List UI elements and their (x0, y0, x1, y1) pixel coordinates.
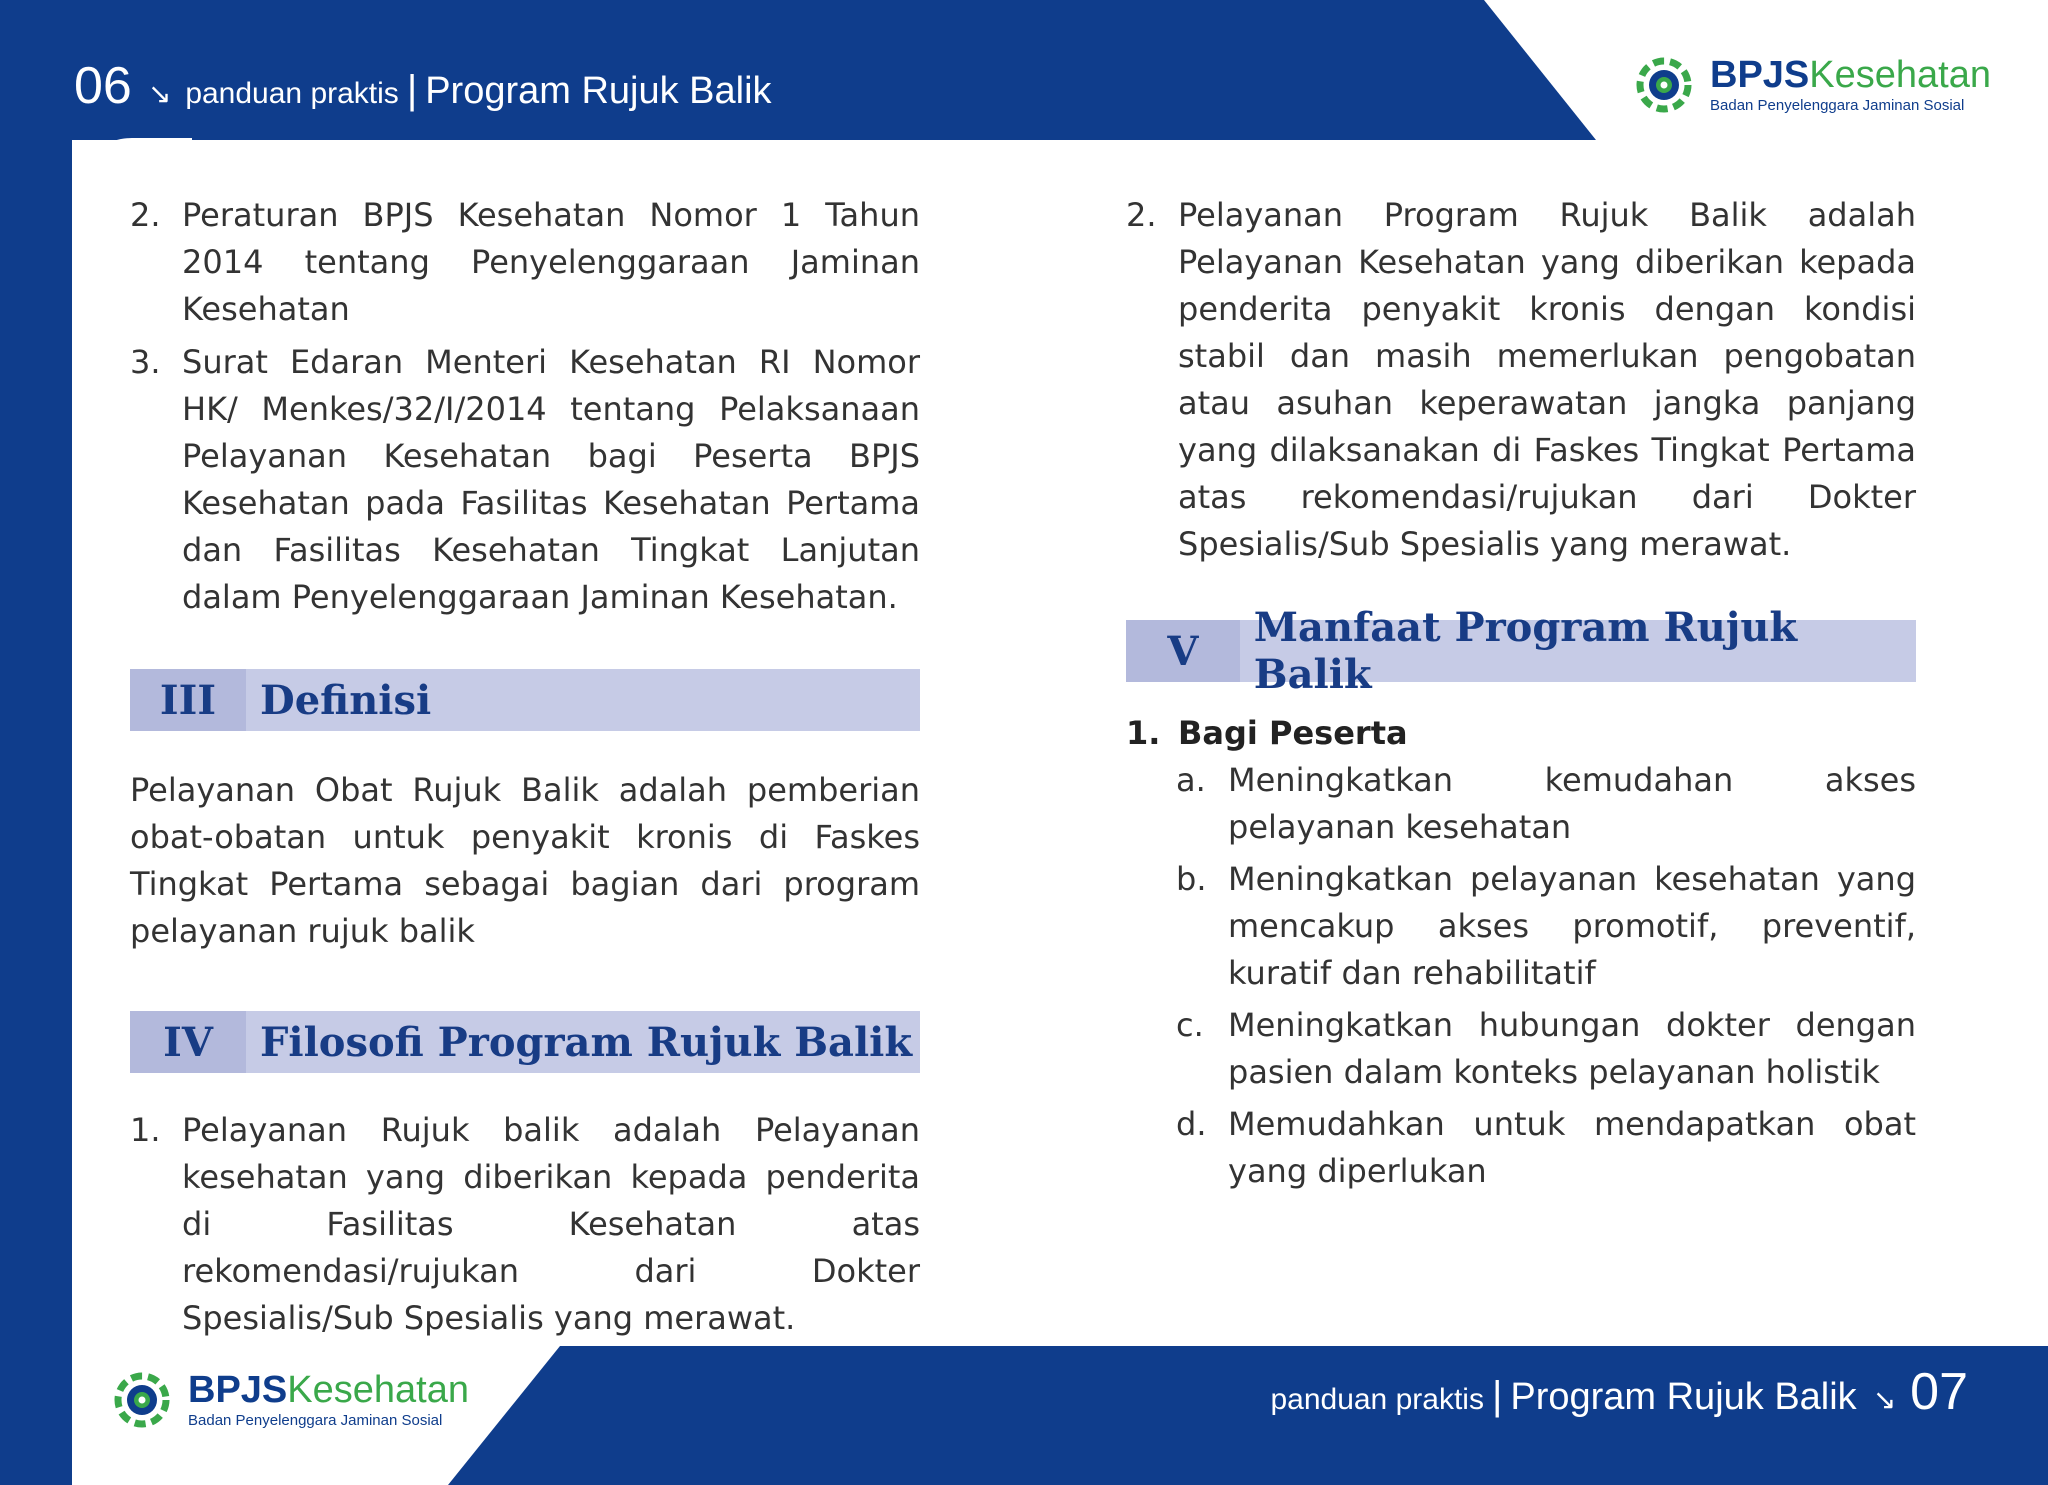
list-text: Surat Edaran Menteri Kesehatan RI Nomor HK/ Menkes/32/I/2014 tentang Pelaksanaan Pelayanan Kesehatan bagi Peserta BPJS Kesehatan pada Fasilitas Kesehatan Pertama dan Fasilitas Kesehatan Tingkat Lanjutan dalam Penyelenggaraan Jaminan Kesehatan. (182, 343, 920, 616)
section-title: Filosofi Program Rujuk Balik (260, 1018, 913, 1066)
logo-tagline: Badan Penyelenggara Jaminan Sosial (188, 1412, 443, 1429)
list-item (130, 339, 920, 621)
arrow-icon: ↘ (147, 77, 172, 110)
list-item (1176, 856, 1916, 997)
list-item (130, 1107, 920, 1342)
logo-tagline: Badan Penyelenggara Jaminan Sosial (1710, 97, 1965, 114)
list-number: 2. (130, 196, 161, 234)
list-item (130, 192, 920, 333)
section-number: III (130, 669, 246, 731)
list-text: Peraturan BPJS Kesehatan Nomor 1 Tahun 2014 tentang Penyelenggaraan Jaminan Kesehatan (182, 196, 920, 328)
logo-brand-kesehatan: Kesehatan (1809, 54, 1991, 96)
list-text: Meningkatkan hubungan dokter dengan pasien dalam konteks pelayanan holistik (1228, 1006, 1916, 1091)
list-text: Pelayanan Rujuk balik adalah Pelayanan kesehatan yang diberikan kepada penderita di Fasilitas Kesehatan atas rekomendasi/rujukan dari Dokter Spesialis/Sub Spesialis yang merawat. (182, 1111, 920, 1337)
list-item (1126, 192, 1916, 568)
footer-title-block (1270, 1362, 1968, 1422)
section-number: IV (130, 1011, 246, 1073)
footer-series: panduan praktis (1270, 1383, 1484, 1416)
footer-logo (114, 1370, 469, 1429)
section-heading-filosofi (130, 1011, 920, 1073)
list-text: Meningkatkan pelayanan kesehatan yang mencakup akses promotif, preventif, kuratif dan rehabilitatif (1228, 860, 1916, 992)
header-logo (1636, 55, 1991, 114)
page-number-left: 06 (74, 57, 132, 115)
logo-brand-kesehatan: Kesehatan (287, 1369, 469, 1411)
header-separator: | (406, 68, 418, 112)
logo-brand-bpjs: BPJS (1710, 54, 1810, 96)
list-number: 1. (1126, 714, 1161, 752)
definition-paragraph: Pelayanan Obat Rujuk Balik adalah pemberian obat-obatan untuk penyakit kronis di Faskes Tingkat Pertama sebagai bagian dari program pelayanan rujuk balik (130, 771, 920, 950)
list-item (1176, 1002, 1916, 1096)
left-column (130, 192, 920, 1348)
header-series: panduan praktis (185, 77, 399, 110)
section-title: Definisi (260, 676, 432, 724)
bpjs-logo-icon (1636, 57, 1692, 113)
bpjs-logo-icon (114, 1372, 170, 1428)
arrow-icon: ↘ (1872, 1383, 1897, 1416)
section-heading-manfaat (1126, 604, 1916, 698)
list-text: Memudahkan untuk mendapatkan obat yang diperlukan (1228, 1105, 1916, 1190)
page-number-right: 07 (1910, 1363, 1968, 1421)
list-item (1176, 1101, 1916, 1195)
list-letter: d. (1176, 1105, 1207, 1143)
list-letter: a. (1176, 761, 1206, 799)
list-number: 2. (1126, 196, 1157, 234)
header-title-block (74, 56, 772, 116)
list-item (1176, 757, 1916, 851)
section-heading-definisi (130, 669, 920, 731)
section-title: Manfaat Program Rujuk Balik (1253, 604, 1798, 698)
footer-separator: | (1491, 1374, 1503, 1418)
list-text: Pelayanan Program Rujuk Balik adalah Pelayanan Kesehatan yang diberikan kepada penderita penyakit kronis dengan kondisi stabil dan masih memerlukan pengobatan atau asuhan keperawatan jangka panjang yang dilaksanakan di Faskes Tingkat Pertama atas rekomendasi/rujukan dari Dokter Spesialis/Sub Spesialis yang merawat. (1178, 196, 1916, 563)
right-column (1126, 192, 1916, 1200)
subheading-bagi-peserta (1126, 710, 1916, 757)
section-number: V (1126, 620, 1240, 682)
list-letter: c. (1176, 1006, 1204, 1044)
list-number: 3. (130, 343, 161, 381)
header-title: Program Rujuk Balik (425, 70, 772, 112)
subheading-text: Bagi Peserta (1178, 714, 1408, 752)
list-number: 1. (130, 1111, 161, 1149)
footer-title: Program Rujuk Balik (1510, 1376, 1857, 1418)
logo-brand-bpjs: BPJS (188, 1369, 288, 1411)
list-letter: b. (1176, 860, 1207, 898)
list-text: Meningkatkan kemudahan akses pelayanan kesehatan (1228, 761, 1916, 846)
left-frame-band (0, 0, 72, 1485)
